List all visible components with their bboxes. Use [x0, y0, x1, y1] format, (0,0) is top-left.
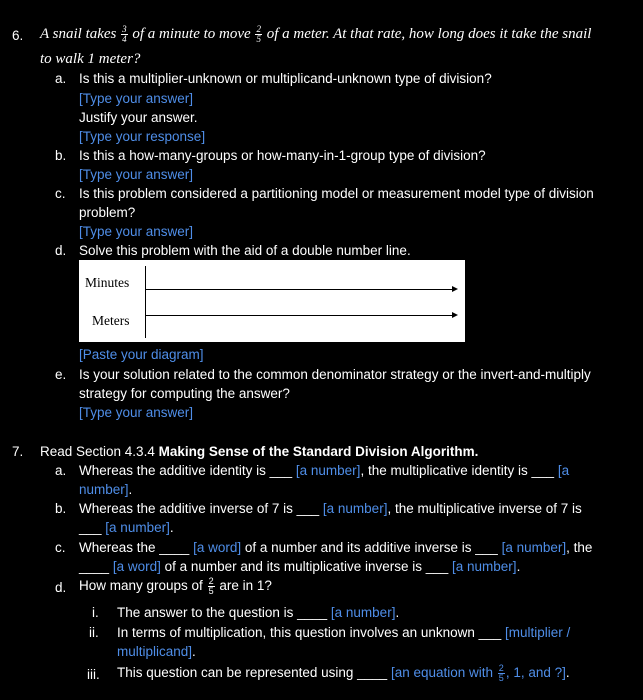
question-7-stem [40, 442, 478, 461]
blank-7c-1[interactable]: [a word] [193, 540, 242, 555]
blank-7d-ii[interactable]: [multiplier / [504, 625, 571, 640]
answer-field-6e[interactable]: [Type your answer] [79, 405, 194, 420]
fraction-two-fifths: $\frac{2}{5}$ [498, 662, 504, 683]
question-7a-line2: number]. [79, 482, 133, 497]
question-7d-text: How many groups of $\frac{2}{5}$ are in 1? [79, 575, 272, 596]
blank-7a-1[interactable]: [a number] [295, 463, 361, 478]
blank-7d-iii[interactable]: [an equation with $\frac{2}{5}$ , 1, and ?] [390, 662, 566, 683]
sub-item-number: i. [92, 605, 99, 620]
item-letter: b. [55, 148, 67, 163]
sub-item-number: iii. [87, 667, 100, 682]
question-6c-text: Is this problem considered a partitioning model or measurement model type of division [79, 186, 594, 201]
answer-field-6b[interactable]: [Type your answer] [79, 167, 194, 182]
question-7a-line1: Whereas the additive identity is ___ [a number], the multiplicative identity is ___ [a [79, 463, 570, 478]
minutes-number-line-arrow [146, 289, 452, 290]
stem-text: of a minute to move [132, 26, 251, 42]
justify-label: Justify your answer. [79, 110, 198, 125]
paste-diagram-field[interactable]: [Paste your diagram] [79, 347, 204, 362]
blank-7c-3[interactable]: [a word] [112, 559, 161, 574]
item-letter: b. [55, 501, 67, 516]
question-6-stem-line2: to walk 1 meter? [40, 51, 141, 67]
question-6a-text: Is this a multiplier-unknown or multiplicand-unknown type of division? [79, 71, 492, 86]
question-7b-line1: Whereas the additive inverse of 7 is ___ [a number], the multiplicative inverse of 7 is [79, 501, 582, 516]
question-6e-text: Is your solution related to the common denominator strategy or the invert-and-multiply [79, 367, 591, 382]
question-7d-iii: This question can be represented using ____ [an equation with $\frac{2}{5}$ , 1, and ?]. [117, 662, 570, 683]
question-7c-line1: Whereas the ____ [a word] of a number and its additive inverse is ___ [a number], the [79, 540, 593, 555]
blank-7d-ii-cont[interactable]: multiplicand] [117, 644, 193, 659]
fraction-two-fifths: $\frac{2}{5}$ [256, 24, 261, 45]
stem-text: A snail takes [40, 26, 117, 42]
item-letter: d. [55, 580, 67, 595]
blank-7b-2[interactable]: [a number] [105, 520, 170, 535]
question-7-number: 7. [12, 444, 24, 459]
meters-number-line-arrow [146, 315, 452, 316]
blank-7c-4[interactable]: [a number] [452, 559, 517, 574]
question-7b-line2: ___ [a number]. [79, 520, 174, 535]
stem-text: Read Section 4.3.4 [40, 444, 155, 459]
question-6c-text-line2: problem? [79, 205, 136, 220]
question-7d-ii-line1: In terms of multiplication, this question involves an unknown ___ [multiplier / [117, 625, 571, 640]
question-6-stem [40, 25, 591, 44]
answer-field-6c[interactable]: [Type your answer] [79, 224, 194, 239]
item-letter: a. [55, 71, 67, 86]
question-6d-text: Solve this problem with the aid of a double number line. [79, 243, 411, 258]
diagram-zero-line [145, 266, 146, 338]
blank-7d-i[interactable]: [a number] [330, 605, 396, 620]
question-6b-text: Is this a how-many-groups or how-many-in-1-group type of division? [79, 148, 486, 163]
item-letter: c. [55, 186, 66, 201]
question-6-number: 6. [12, 28, 24, 43]
diagram-label-minutes: Minutes [85, 275, 130, 290]
diagram-label-meters: Meters [92, 313, 130, 328]
item-letter: e. [55, 367, 67, 382]
question-7d-i: The answer to the question is ____ [a number]. [117, 605, 400, 620]
fraction-three-quarters: $\frac{3}{4}$ [122, 24, 127, 45]
sub-item-number: ii. [89, 625, 99, 640]
item-letter: c. [55, 540, 66, 555]
section-title: Making Sense of the Standard Division Algorithm. [158, 444, 479, 459]
item-letter: a. [55, 463, 67, 478]
stem-text: of a meter. At that rate, how long does it take the snail [266, 26, 592, 42]
answer-field-6a[interactable]: [Type your answer] [79, 91, 194, 106]
blank-7a-2-cont[interactable]: number] [79, 482, 129, 497]
response-field-6a[interactable]: [Type your response] [79, 129, 206, 144]
blank-7c-2[interactable]: [a number] [501, 540, 567, 555]
double-number-line-diagram [79, 260, 465, 342]
question-7d-ii-line2: multiplicand]. [117, 644, 196, 659]
item-letter: d. [55, 243, 67, 258]
question-7c-line2: ____ [a word] of a number and its multiplicative inverse is ___ [a number]. [79, 559, 521, 574]
blank-7b-1[interactable]: [a number] [322, 501, 388, 516]
blank-7a-2[interactable]: [a [557, 463, 570, 478]
fraction-two-fifths: $\frac{2}{5}$ [208, 575, 214, 596]
question-6e-text-line2: strategy for computing the answer? [79, 386, 290, 401]
